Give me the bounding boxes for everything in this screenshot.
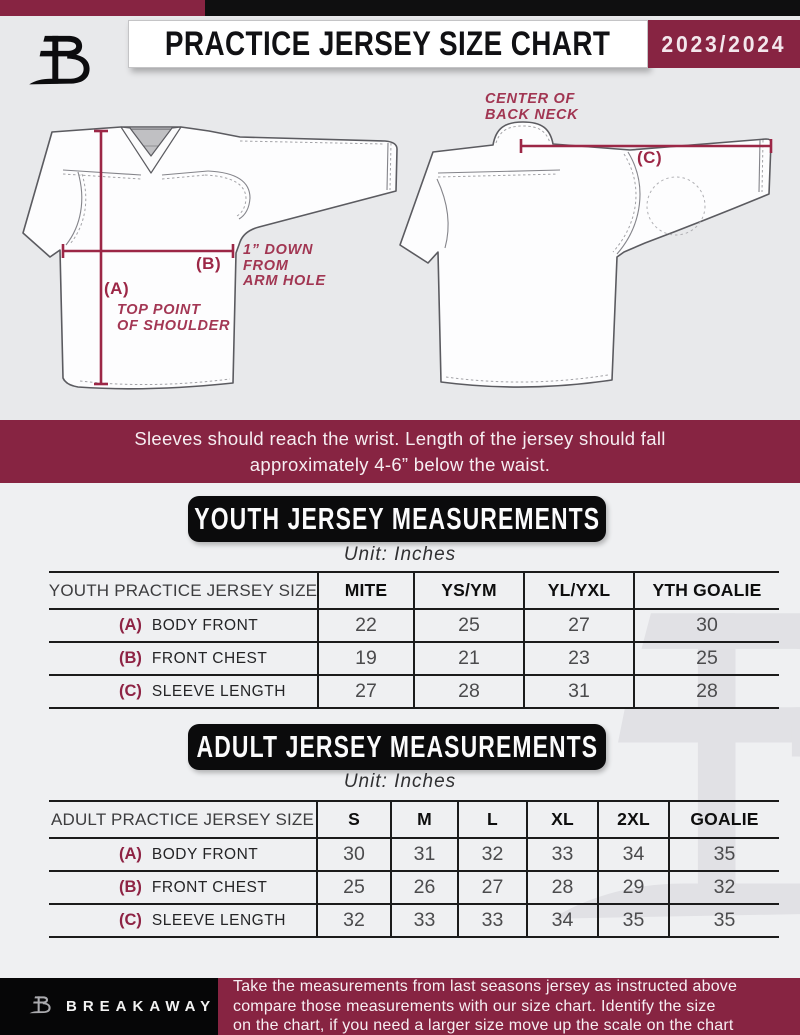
cell-value: 22 xyxy=(355,614,377,636)
adult-section-title: ADULT JERSEY MEASUREMENTS xyxy=(196,729,598,764)
cell-value: 21 xyxy=(458,647,480,669)
season-badge xyxy=(648,20,800,68)
adult-size-label: ADULT PRACTICE JERSEY SIZE xyxy=(50,809,315,829)
cell-value: 33 xyxy=(413,909,436,931)
label-c-key: (C) xyxy=(637,148,663,167)
youth-section-title: YOUTH JERSEY MEASUREMENTS xyxy=(194,501,600,536)
cell-value: 23 xyxy=(568,647,590,669)
cell-value: 33 xyxy=(481,909,504,931)
row-key: (A) xyxy=(119,845,142,863)
label-b-text: 1” DOWN FROM ARM HOLE xyxy=(243,242,326,289)
cell-value: 35 xyxy=(713,843,736,865)
top-black-strip xyxy=(205,0,800,16)
adult-section-banner xyxy=(188,724,606,770)
cell-value: 27 xyxy=(568,614,590,636)
row-label: BODY FRONT xyxy=(151,616,259,634)
table-row xyxy=(49,905,779,938)
cell-value: 28 xyxy=(696,680,718,702)
table-row xyxy=(49,643,779,676)
column-header: XL xyxy=(551,809,574,829)
footer-brand-block xyxy=(0,978,218,1035)
footer-breakaway-logo xyxy=(28,992,54,1021)
cell-value: 33 xyxy=(551,843,574,865)
adult-unit-label: Unit: Inches xyxy=(343,771,457,792)
cell-value: 34 xyxy=(622,843,645,865)
cell-value: 27 xyxy=(355,680,377,702)
column-header: S xyxy=(348,809,360,829)
row-label: BODY FRONT xyxy=(151,845,259,863)
table-row xyxy=(49,872,779,905)
row-key: (A) xyxy=(119,616,142,634)
row-label: SLEEVE LENGTH xyxy=(151,682,286,700)
youth-size-label: YOUTH PRACTICE JERSEY SIZE xyxy=(49,580,317,600)
cell-value: 28 xyxy=(458,680,480,702)
column-header: M xyxy=(417,809,432,829)
cell-value: 27 xyxy=(481,876,504,898)
cell-value: 32 xyxy=(713,876,736,898)
cell-value: 35 xyxy=(713,909,736,931)
table-row xyxy=(49,610,779,643)
top-accent-strip xyxy=(0,0,205,16)
table-row xyxy=(49,839,779,872)
cell-value: 25 xyxy=(696,647,718,669)
label-c-text: CENTER OF BACK NECK xyxy=(485,91,579,123)
cell-value: 31 xyxy=(568,680,590,702)
cell-value: 31 xyxy=(413,843,436,865)
label-a-key: (A) xyxy=(104,279,130,298)
cell-value: 35 xyxy=(622,909,645,931)
adult-table-header-row xyxy=(49,802,779,839)
row-label: FRONT CHEST xyxy=(151,649,268,667)
jersey-measurement-diagram xyxy=(0,68,800,420)
row-label: SLEEVE LENGTH xyxy=(151,911,286,929)
cell-value: 28 xyxy=(551,876,574,898)
cell-value: 30 xyxy=(696,614,718,636)
cell-value: 34 xyxy=(551,909,574,931)
column-header: 2XL xyxy=(617,809,650,829)
page-title-box xyxy=(128,20,648,68)
youth-size-table xyxy=(49,571,779,709)
label-a-text: TOP POINT OF SHOULDER xyxy=(117,302,231,334)
cell-value: 29 xyxy=(622,876,645,898)
row-key: (C) xyxy=(119,911,142,929)
row-key: (B) xyxy=(119,878,142,896)
youth-section-banner xyxy=(188,496,606,542)
label-b-key: (B) xyxy=(196,254,222,273)
column-header: MITE xyxy=(344,580,388,600)
cell-value: 25 xyxy=(458,614,480,636)
fit-notice-banner: Sleeves should reach the wrist. Length of the jersey should fall approximately 4-6” below the waist. xyxy=(0,420,800,483)
column-header: L xyxy=(487,809,498,829)
season-label: 2023/2024 xyxy=(661,30,787,57)
page-title: PRACTICE JERSEY SIZE CHART xyxy=(165,24,611,63)
row-key: (B) xyxy=(119,649,142,667)
youth-unit-label: Unit: Inches xyxy=(343,544,457,565)
cell-value: 19 xyxy=(355,647,377,669)
cell-value: 32 xyxy=(343,909,365,931)
cell-value: 30 xyxy=(343,843,365,865)
cell-value: 32 xyxy=(481,843,504,865)
cell-value: 26 xyxy=(413,876,436,898)
column-header: YTH GOALIE xyxy=(652,580,762,600)
table-row xyxy=(49,676,779,709)
row-key: (C) xyxy=(119,682,142,700)
column-header: YL/YXL xyxy=(547,580,611,600)
footer-instructions: Take the measurements from last seasons jersey as instructed above compare those measurements with our size chart. Identify the size on the chart, if you need a larger size move up the scale on the chart xyxy=(218,978,800,1035)
column-header: YS/YM xyxy=(441,580,497,600)
footer-brand-name: BREAKAWAY xyxy=(66,998,217,1015)
youth-table-header-row xyxy=(49,573,779,610)
cell-value: 25 xyxy=(343,876,365,898)
row-label: FRONT CHEST xyxy=(151,878,268,896)
adult-size-table xyxy=(49,800,779,938)
column-header: GOALIE xyxy=(690,809,759,829)
